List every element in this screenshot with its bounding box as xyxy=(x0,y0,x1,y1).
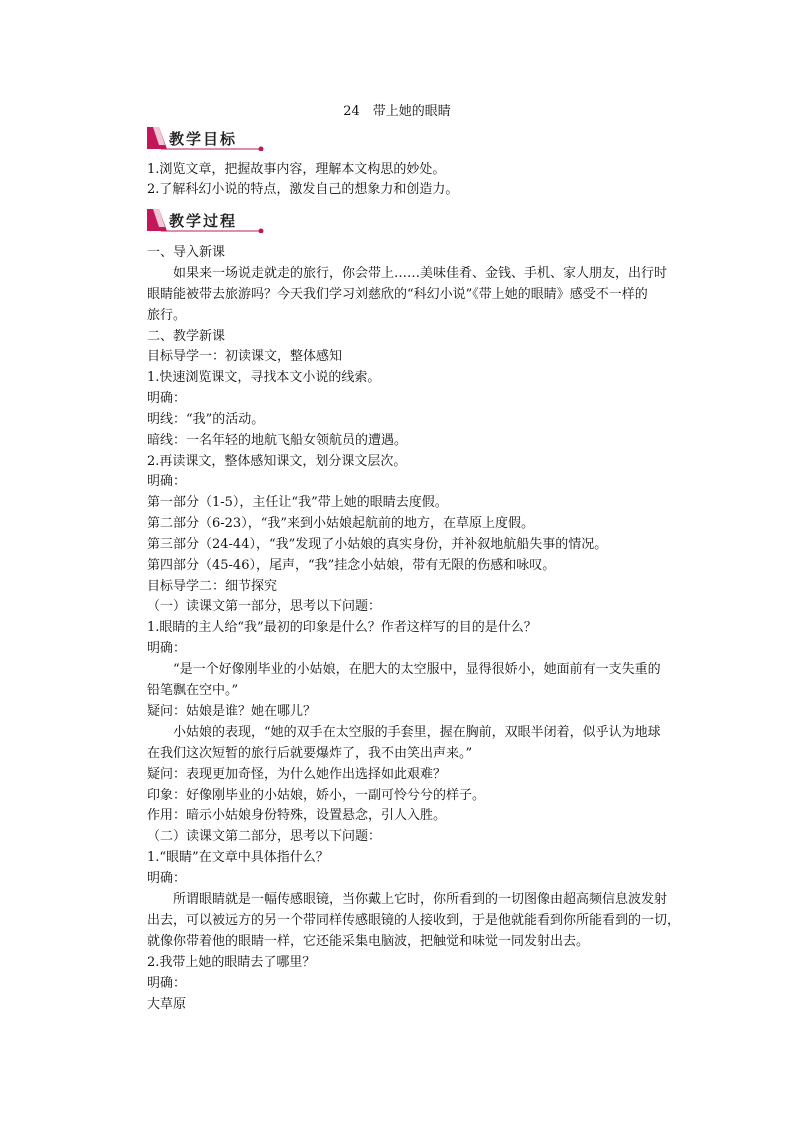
text-line: 明确： xyxy=(147,641,187,656)
text-line: 疑问：姑娘是谁？她在哪儿？ xyxy=(147,704,317,719)
text-line: 明确： xyxy=(147,474,187,489)
text-line: 在我们这次短暂的旅行后就要爆炸了，我不由笑出声来。” xyxy=(147,746,473,761)
text-line: 如果来一场说走就走的旅行，你会带上……美味佳肴、金钱、手机、家人朋友，出行时 xyxy=(173,266,668,281)
text-line: 二、教学新课 xyxy=(147,329,226,344)
text-line: 疑问：表现更加奇怪，为什么她作出选择如此艰难？ xyxy=(147,767,447,782)
page-title: 24 带上她的眼睛 xyxy=(343,104,451,119)
text-line: 明确： xyxy=(147,391,187,406)
section-heading: 教学目标 xyxy=(169,130,238,148)
objective-item: 2.了解科幻小说的特点，激发自己的想象力和创造力。 xyxy=(147,182,459,197)
text-line: 一、导入新课 xyxy=(147,245,226,260)
text-line: 第一部分（1-5），主任让“我”带上她的眼睛去度假。 xyxy=(147,495,448,510)
text-line: 2.再读课文，整体感知课文，划分课文层次。 xyxy=(147,454,407,469)
objective-item: 1.浏览文章，把握故事内容，理解本文构思的妙处。 xyxy=(147,162,446,177)
text-line: 第三部分（24-44），“我”发现了小姑娘的真实身份，并补叙地航船失事的情况。 xyxy=(147,537,608,552)
text-line: 1.快速浏览课文，寻找本文小说的线索。 xyxy=(147,370,381,385)
text-line: 作用：暗示小姑娘身份特殊，设置悬念，引人入胜。 xyxy=(147,808,447,823)
text-line: 印象：好像刚毕业的小姑娘，娇小，一副可怜兮兮的样子。 xyxy=(147,788,486,803)
text-line: 1.“眼睛”在文章中具体指什么？ xyxy=(147,850,329,865)
text-line: 1.眼睛的主人给“我”最初的印象是什么？作者这样写的目的是什么？ xyxy=(147,620,537,635)
text-line: 2.我带上她的眼睛去了哪里？ xyxy=(147,955,316,970)
text-line: 小姑娘的表现，“她的双手在太空服的手套里，握在胸前，双眼半闭着，似乎认为地球 xyxy=(173,725,661,740)
text-line: 明确： xyxy=(147,976,187,991)
text-line: 旅行。 xyxy=(147,308,187,323)
text-line: 暗线：一名年轻的地航飞船女领航员的遭遇。 xyxy=(147,433,408,448)
text-line: 出去，可以被远方的另一个带同样传感眼镜的人接收到，于是他就能看到你所能看到的一切， xyxy=(147,913,681,928)
section-banner-process xyxy=(147,207,267,233)
text-line: 明确： xyxy=(147,871,187,886)
section-heading: 教学过程 xyxy=(169,212,238,230)
text-line: 所谓眼睛就是一幅传感眼镜，当你戴上它时，你所看到的一切图像由超高频信息波发射 xyxy=(173,892,668,907)
text-line: 第二部分（6-23），“我”来到小姑娘起航前的地方，在草原上度假。 xyxy=(147,516,534,531)
text-line: 铅笔飘在空中。” xyxy=(147,683,239,698)
text-line: （一）读课文第一部分，思考以下问题： xyxy=(147,599,382,614)
text-line: 眼睛能被带去旅游吗？今天我们学习刘慈欣的“科幻小说”《带上她的眼睛》感受不一样的 xyxy=(147,287,648,302)
text-line: 大草原 xyxy=(147,997,187,1012)
text-line: （二）读课文第二部分，思考以下问题： xyxy=(147,829,382,844)
text-line: 目标导学二：细节探究 xyxy=(147,579,278,594)
section-banner-objectives xyxy=(147,125,267,151)
text-line: 明线：“我”的活动。 xyxy=(147,412,265,427)
text-line: “是一个好像刚毕业的小姑娘，在肥大的太空服中，显得很娇小，她面前有一支失重的 xyxy=(173,662,661,677)
text-line: 第四部分（45-46），尾声，“我”挂念小姑娘，带有无限的伤感和咏叹。 xyxy=(147,558,556,573)
text-line: 目标导学一：初读课文，整体感知 xyxy=(147,349,343,364)
text-line: 就像你带着他的眼睛一样，它还能采集电脑波，把触觉和味觉一同发射出去。 xyxy=(147,934,590,949)
